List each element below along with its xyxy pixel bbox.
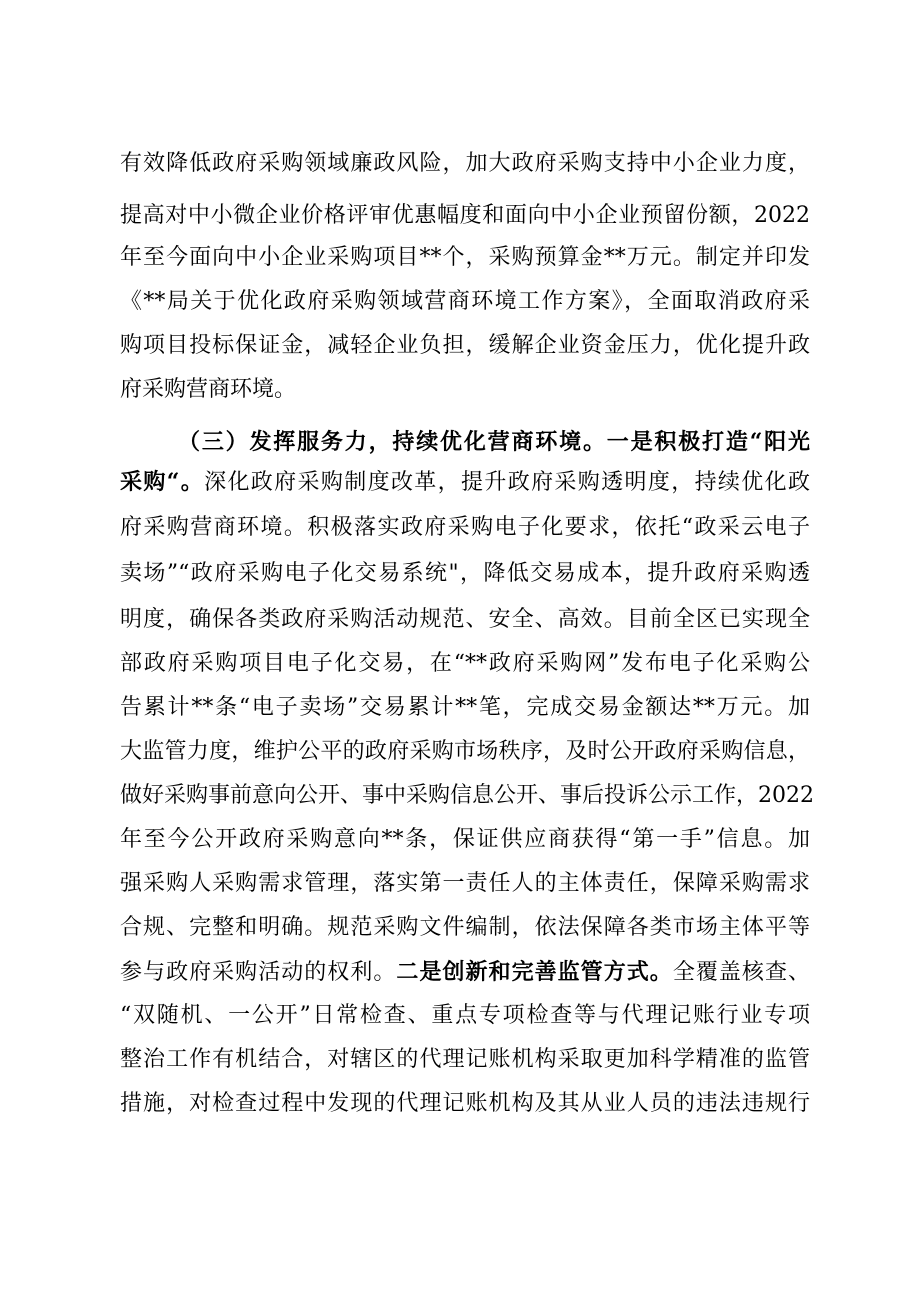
text-segment: 告累计**条“电子卖场”交易累计**笔，完成交易金额达**万元。加 xyxy=(120,695,810,720)
text-segment: 提高对中小微企业价格评审优惠幅度和面向中小企业预留份额，2022 xyxy=(120,203,810,228)
text-line xyxy=(120,734,810,770)
text-line xyxy=(120,556,810,592)
text-line xyxy=(120,822,810,858)
bold-text-segment: 二是创新和完善监管方式。 xyxy=(396,959,673,985)
text-line xyxy=(120,998,810,1034)
text-segment: 明度，确保各类政府采购活动规范、安全、高效。目前全区已实现全 xyxy=(120,607,810,632)
text-segment: 整治工作有机结合，对辖区的代理记账机构采取更加科学精准的监管 xyxy=(120,1047,810,1072)
text-segment: 做好采购事前意向公开、事中采购信息公开、事后投诉公示工作，2022 xyxy=(120,783,814,808)
text-segment: 年至今面向中小企业采购项目**个，采购预算金**万元。制定并印发 xyxy=(120,245,810,270)
text-segment: 全覆盖核查、 xyxy=(672,960,810,985)
text-segment: 强采购人采购需求管理，落实第一责任人的主体责任，保障采购需求 xyxy=(120,871,810,896)
text-line xyxy=(120,954,810,990)
text-line xyxy=(120,690,810,726)
text-segment: 深化政府采购制度改革，提升政府采购透明度，持续优化政 xyxy=(204,470,810,495)
text-segment: 部政府采购项目电子化交易，在“**政府采购网”发布电子化采购公 xyxy=(120,651,810,676)
text-line xyxy=(120,778,814,814)
text-line xyxy=(178,424,810,460)
text-line xyxy=(120,1086,810,1122)
text-line xyxy=(120,464,810,500)
text-line xyxy=(120,866,810,902)
bold-text-segment: （三）发挥服务力，持续优化营商环境。一是积极打造“阳光 xyxy=(178,429,810,455)
text-line xyxy=(120,146,810,182)
text-segment: 卖场”“政府采购电子化交易系统"，降低交易成本，提升政府采购透 xyxy=(120,561,810,586)
text-line xyxy=(120,910,810,946)
text-segment: 年至今公开政府采购意向**条，保证供应商获得“第一手”信息。加 xyxy=(120,827,810,852)
bold-text-segment: 采购“。 xyxy=(120,469,205,495)
text-line xyxy=(120,328,810,364)
text-segment: “双随机、一公开”日常检查、重点专项检查等与代理记账行业专项 xyxy=(120,1003,810,1028)
text-line xyxy=(120,602,810,638)
text-line xyxy=(120,240,810,276)
text-line xyxy=(120,284,810,320)
text-segment: 参与政府采购活动的权利。 xyxy=(120,960,397,985)
text-segment: 有效降低政府采购领域廉政风险，加大政府采购支持中小企业力度， xyxy=(120,151,810,176)
text-segment: 购项目投标保证金，减轻企业负担，缓解企业资金压力，优化提升政 xyxy=(120,333,810,358)
text-segment: 府采购营商环境。 xyxy=(120,377,297,402)
text-line xyxy=(120,646,810,682)
text-line xyxy=(120,372,810,408)
text-line xyxy=(120,510,810,546)
text-segment: 合规、完整和明确。规范采购文件编制，依法保障各类市场主体平等 xyxy=(120,915,810,940)
text-segment: 府采购营商环境。积极落实政府采购电子化要求，依托“政采云电子 xyxy=(120,515,810,540)
text-line xyxy=(120,1042,810,1078)
text-line xyxy=(120,198,810,234)
text-segment: 措施，对检查过程中发现的代理记账机构及其从业人员的违法违规行 xyxy=(120,1091,810,1116)
text-segment: 《**局关于优化政府采购领域营商环境工作方案》，全面取消政府采 xyxy=(120,289,810,314)
text-segment: 大监管力度，维护公平的政府采购市场秩序，及时公开政府采购信息， xyxy=(120,739,810,764)
